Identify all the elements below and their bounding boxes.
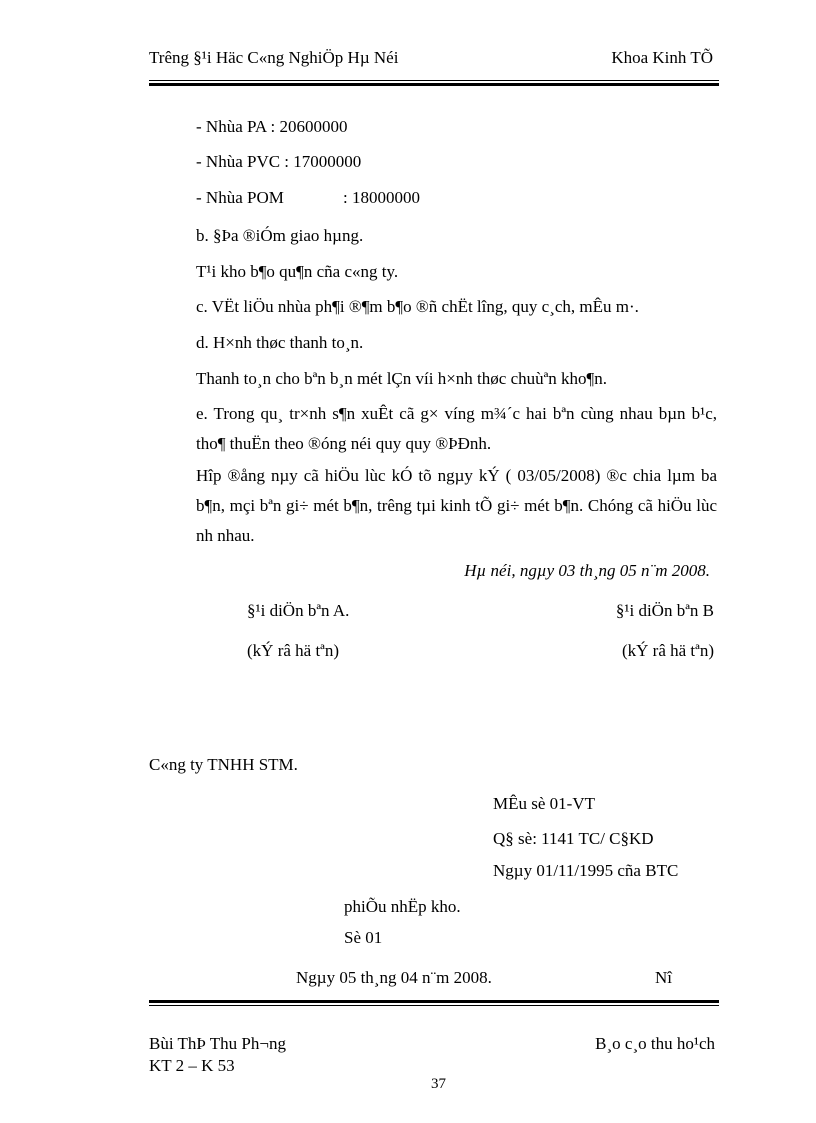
header-school: Trêng §¹i Häc C«ng NghiÖp Hµ Néi	[149, 48, 399, 67]
decision-number: Q§ sè: 1141 TC/ C§KD	[493, 829, 654, 848]
sign-party-b: §¹i diÖn bªn B	[615, 601, 714, 620]
footer-author: Bùi ThÞ Thu Ph¬ng	[149, 1034, 286, 1053]
price-pom-label: - Nhùa POM	[196, 188, 284, 207]
debit-label: Nî	[655, 968, 672, 987]
receipt-title: phiÕu nhËp kho.	[344, 897, 461, 916]
header-rule-thick	[149, 83, 719, 86]
decision-date: Ngµy 01/11/1995 cña BTC	[493, 861, 679, 880]
contract-validity: Hîp ®ång nµy cã hiÖu lùc kÓ tõ ngµy kÝ ( 03/05/2008) ®c chia lµm ba b¶n, mçi bªn gi÷ mét b¶n, trêng tµi kinh tÕ gi÷ mét b¶n. Chóng cã hiÖu lùc nh nhau.	[196, 466, 717, 545]
clause-e: e. Trong qu¸ tr×nh s¶n xuÊt cã g× víng m¾´c hai bªn cùng nhau bµn b¹c, tho¶ thuËn theo ®óng néi quy quy ®ÞÐnh.	[196, 404, 717, 453]
delivery-heading: b. §Þa ®iÓm giao hµng.	[196, 226, 364, 245]
signing-date: Hµ néi, ngµy 03 th¸ng 05 n¨m 2008.	[464, 561, 710, 580]
footer-class: KT 2 – K 53	[149, 1056, 235, 1075]
footer-report: B¸o c¸o thu ho¹ch	[595, 1034, 715, 1053]
header-faculty: Khoa Kinh TÕ	[611, 48, 713, 67]
quality-clause: c. VËt liÖu nhùa ph¶i ®¶m b¶o ®ñ chËt lîng, quy c¸ch, mÊu m·.	[196, 297, 639, 316]
company-name: C«ng ty TNHH STM.	[149, 755, 298, 774]
form-number: MÊu sè 01-VT	[493, 794, 595, 813]
sign-party-a: §¹i diÖn bªn A.	[247, 601, 350, 620]
footer-rule-thick	[149, 1000, 719, 1003]
price-pa: - Nhùa PA : 20600000	[196, 117, 348, 136]
price-pvc: - Nhùa PVC : 17000000	[196, 152, 362, 171]
payment-heading: d. H×nh thøc thanh to¸n.	[196, 333, 364, 352]
sign-note-b: (kÝ râ hä tªn)	[621, 641, 714, 660]
payment-text: Thanh to¸n cho bªn b¸n mét lÇn víi h×nh thøc chuùªn kho¶n.	[196, 369, 608, 388]
footer-rule-thin	[149, 1005, 719, 1006]
receipt-date: Ngµy 05 th¸ng 04 n¨m 2008.	[296, 968, 492, 987]
receipt-number: Sè 01	[344, 928, 383, 947]
delivery-text: T¹i kho b¶o qu¶n cña c«ng ty.	[196, 262, 399, 281]
header-rule-thin	[149, 80, 719, 81]
price-pom-value: : 18000000	[343, 188, 420, 207]
page-number: 37	[431, 1076, 446, 1092]
sign-note-a: (kÝ râ hä tªn)	[247, 641, 340, 660]
